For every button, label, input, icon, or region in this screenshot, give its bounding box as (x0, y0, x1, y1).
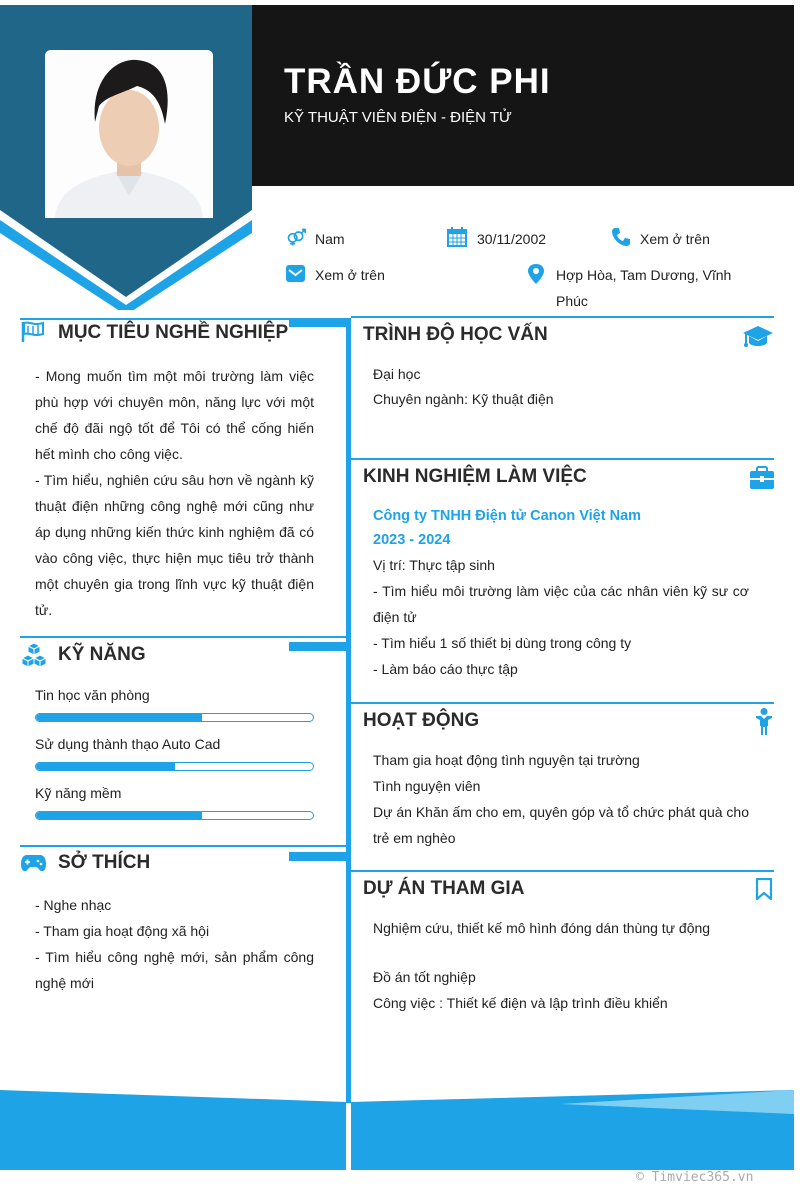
skill-bar (35, 811, 314, 820)
skill-bar (35, 713, 314, 722)
gamepad-icon (20, 853, 47, 873)
activities-title: HOẠT ĐỘNG (363, 710, 480, 731)
experience-line: - Làm báo cáo thực tập (373, 661, 518, 677)
experience-line: điện tử (373, 609, 417, 625)
education-rule (351, 316, 774, 318)
column-divider (346, 318, 351, 1103)
activity-line: trẻ em nghèo (373, 830, 456, 846)
calendar-icon (447, 227, 467, 247)
activities-rule (351, 702, 774, 704)
skill-name: Kỹ năng mềm (35, 785, 122, 801)
objective-title: MỤC TIÊU NGHỀ NGHIỆP (58, 322, 289, 343)
activities-text (373, 747, 753, 851)
projects-rule (351, 870, 774, 872)
email-icon (286, 264, 306, 284)
birthday-text: 30/11/2002 (477, 231, 547, 247)
hobbies-text (35, 892, 314, 996)
skill-bar (35, 762, 314, 771)
experience-rule (351, 458, 774, 460)
profile-photo (45, 50, 213, 218)
flag-icon (21, 321, 45, 343)
objective-line: phù hợp với chuyên môn, năng lực với một (35, 394, 314, 410)
objective-line: vào công việc, thực hiện mục tiêu trở thành (35, 550, 314, 566)
education-major: Chuyên ngành: Kỹ thuật điện (373, 391, 554, 407)
phone-text: Xem ở trên (640, 231, 710, 247)
education-title: TRÌNH ĐỘ HỌC VẤN (363, 324, 548, 345)
hobbies-title: SỞ THÍCH (58, 852, 151, 873)
email-text: Xem ở trên (315, 267, 385, 283)
skill-bar-fill (36, 812, 202, 819)
experience-period: 2023 - 2024 (373, 532, 451, 548)
hobby-line: - Tham gia hoạt động xã hội (35, 923, 210, 939)
objective-line: chế độ đãi ngộ tốt để Tôi có thể cống hiến (35, 420, 314, 436)
gender-text: Nam (315, 231, 345, 247)
skill-name: Sử dụng thành thạo Auto Cad (35, 736, 221, 752)
activity-line: Tham gia hoạt động tình nguyện tại trường (373, 752, 640, 768)
objective-line: thuật điện những công nghệ mới cũng như (35, 498, 314, 514)
project-line-1: Nghiệm cứu, thiết kế mô hình đóng dán thùng tự động (373, 920, 711, 936)
location-icon (526, 264, 546, 284)
job-title: KỸ THUẬT VIÊN ĐIỆN - ĐIỆN TỬ (284, 109, 512, 126)
experience-line: - Tìm hiểu 1 số thiết bị dùng trong công ty (373, 635, 632, 651)
hobby-line: nghệ mới (35, 975, 94, 991)
skill-name: Tin học văn phòng (35, 687, 150, 703)
skills-title: KỸ NĂNG (58, 644, 146, 665)
briefcase-icon (749, 466, 775, 490)
candidate-name: TRẦN ĐỨC PHI (284, 62, 551, 101)
skills-rule (20, 636, 346, 638)
bookmark-icon (755, 878, 773, 901)
objective-line: - Mong muốn tìm một môi trường làm việc (35, 368, 314, 384)
experience-title: KINH NGHIỆM LÀM VIỆC (363, 466, 587, 487)
footer-credit: © Timviec365.vn (636, 1170, 754, 1185)
experience-line: Vị trí: Thực tập sinh (373, 557, 495, 573)
objective-tab (289, 318, 346, 327)
gender-icon (286, 227, 306, 247)
graduation-cap-icon (742, 324, 774, 350)
objective-line: hết mình cho công việc. (35, 446, 183, 462)
address-line-1: Hợp Hòa, Tam Dương, Vĩnh (556, 267, 732, 283)
cubes-icon (20, 642, 48, 670)
objective-line: áp dụng những kiến thức kinh nghiệm đã có (35, 524, 314, 540)
skill-bar-fill (36, 763, 175, 770)
education-level: Đại học (373, 366, 421, 382)
objective-line: một chuyên gia trong lĩnh vực kỹ thuật điện (35, 576, 314, 592)
objective-line: tử. (35, 602, 53, 618)
phone-icon (611, 227, 631, 247)
activity-line: Dự án Khăn ấm cho em, quyên góp và tổ chức phát quà cho (373, 804, 749, 820)
projects-title: DỰ ÁN THAM GIA (363, 878, 525, 899)
person-icon (755, 708, 773, 736)
hobby-line: - Nghe nhạc (35, 897, 112, 913)
experience-details (373, 552, 749, 682)
hobbies-rule (20, 845, 346, 847)
activity-line: Tình nguyện viên (373, 778, 481, 794)
objective-text (35, 363, 314, 623)
address-line-2: Phúc (556, 293, 588, 309)
hobbies-tab (289, 852, 346, 861)
skill-bar-fill (36, 714, 202, 721)
experience-company: Công ty TNHH Điện tử Canon Việt Nam (373, 508, 642, 524)
footer-wave (0, 1088, 800, 1170)
hobby-line: - Tìm hiểu công nghệ mới, sản phẩm công (35, 949, 314, 965)
project-line-3: Công việc : Thiết kế điện và lập trình điều khiển (373, 995, 668, 1011)
project-line-2: Đồ án tốt nghiệp (373, 969, 476, 985)
skills-tab (289, 642, 346, 651)
experience-line: - Tìm hiểu môi trường làm việc của các nhân viên kỹ sư cơ (373, 583, 749, 599)
objective-line: - Tìm hiểu, nghiên cứu sâu hơn về ngành kỹ (35, 472, 314, 488)
